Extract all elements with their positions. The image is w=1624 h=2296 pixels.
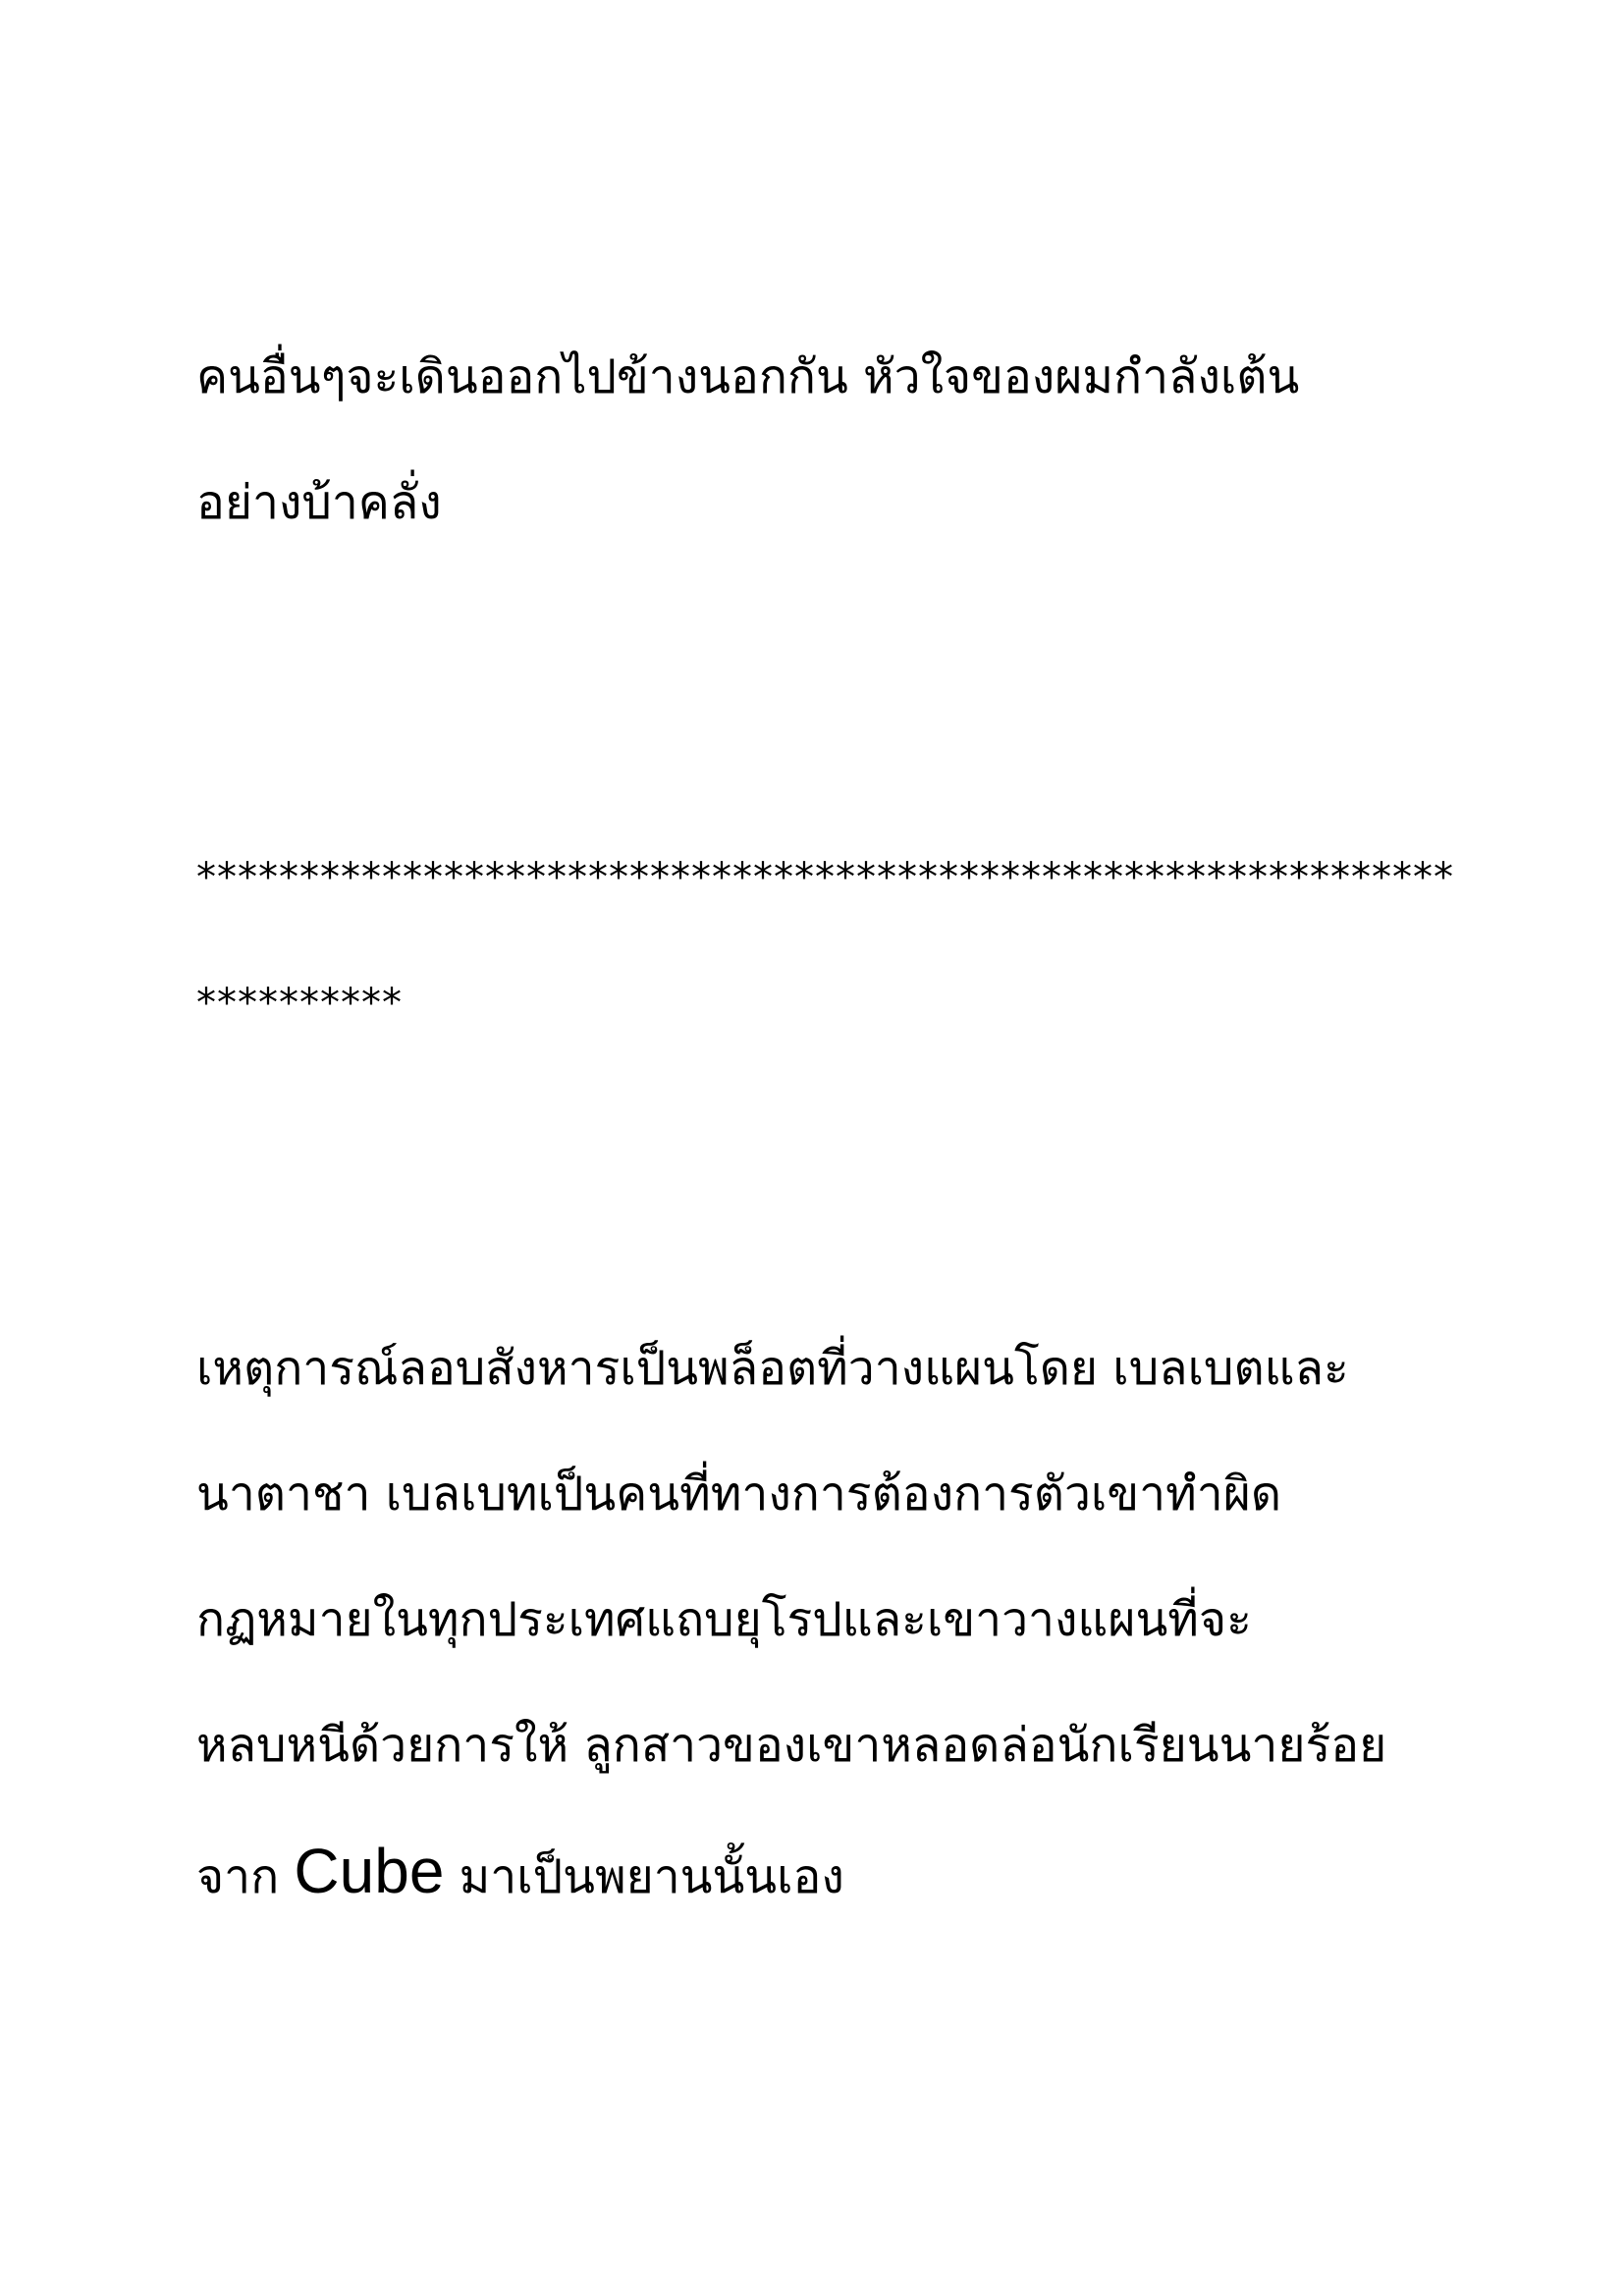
paragraph-last-line	[196, 1808, 1453, 1940]
separator-line: *************************************************************	[196, 855, 1454, 900]
paragraph-line: หลบหนีด้วยการให้ ลูกสาวของเขาหลอดล่อนักเรียนนายร้อย	[196, 1718, 1387, 1773]
paragraph-2	[196, 1306, 1453, 1940]
asterisk-separator	[196, 815, 1453, 1066]
text-segment: มาเป็นพยานนั้นเอง	[444, 1849, 844, 1904]
paragraph-line: นาตาชา เบลเบทเป็นคนที่ทางการต้องการตัวเขาทำผิด	[196, 1467, 1281, 1522]
paragraph-1	[196, 314, 1453, 565]
paragraph-line: กฏหมายในทุกประเทศแถบยุโรปและเขาวางแผนที่จะ	[196, 1592, 1252, 1647]
paragraph-line: อย่างบ้าคลั่ง	[196, 475, 442, 530]
paragraph-line: คนอื่นๆจะเดินออกไปข้างนอกกัน หัวใจของผมกำลังเต้น	[196, 349, 1300, 404]
text-segment: จาก	[196, 1849, 295, 1904]
cube-word: Cube	[294, 1836, 445, 1906]
separator-line: **********	[196, 981, 403, 1026]
paragraph-line: เหตุการณ์ลอบสังหารเป็นพล็อตที่วางแผนโดย เบลเบตและ	[196, 1341, 1349, 1396]
